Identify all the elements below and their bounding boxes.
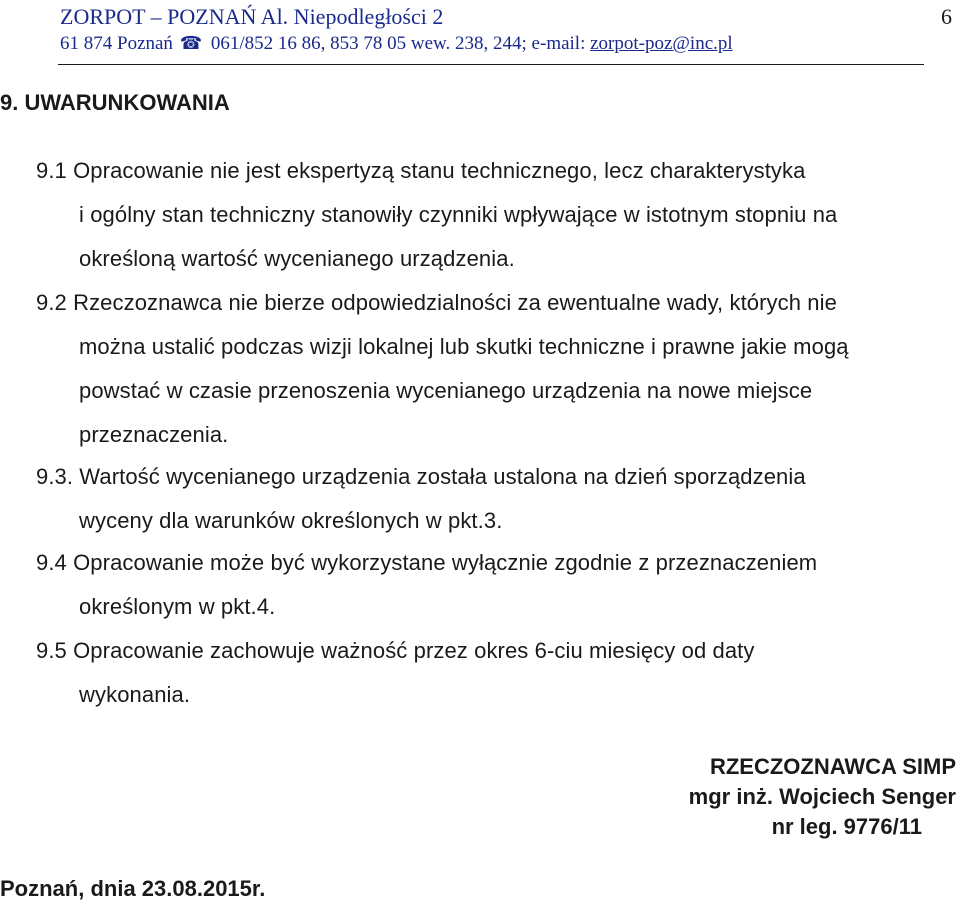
phone-numbers: 061/852 16 86, 853 78 05 wew. 238, 244; e-mail: [210,33,586,54]
section-title: 9. UWARUNKOWANIA [0,90,230,115]
paragraph-9-4-line-2: określonym w pkt.4. [79,594,276,619]
page-number: 6 [941,4,952,29]
signature-block [689,752,956,842]
header-divider [58,64,924,65]
paragraph-9-4-line-1: 9.4 Opracowanie może być wykorzystane wyłącznie zgodnie z przeznaczeniem [36,550,818,575]
phone-icon: ☎ [179,33,203,53]
company-contact-line [60,33,733,55]
signature-role: RZECZOZNAWCA SIMP [709,754,956,779]
email-link[interactable]: zorpot-poz@inc.pl [590,33,733,54]
paragraph-9-2-line-3: powstać w czasie przenoszenia wycenianego urządzenia na nowe miejsce [79,378,813,403]
paragraph-9-1-line-1: 9.1 Opracowanie nie jest ekspertyzą stanu technicznego, lecz charakterystyka [36,158,806,183]
paragraph-9-2-line-1: 9.2 Rzeczoznawca nie bierze odpowiedzialności za ewentualne wady, których nie [36,290,837,315]
place-and-date: Poznań, dnia 23.08.2015r. [0,876,266,901]
paragraph-9-3-line-2: wyceny dla warunków określonych w pkt.3. [79,508,503,533]
paragraph-9-2-line-2: można ustalić podczas wizji lokalnej lub skutki techniczne i prawne jakie mogą [79,334,849,359]
signature-name: mgr inż. Wojciech Senger [688,784,956,809]
signature-license: nr leg. 9776/11 [771,814,922,839]
company-name-address: ZORPOT – POZNAŃ Al. Niepodległości 2 [60,4,444,29]
paragraph-9-1-line-3: określoną wartość wycenianego urządzenia. [79,246,515,271]
paragraph-9-3-line-1: 9.3. Wartość wycenianego urządzenia została ustalona na dzień sporządzenia [36,464,806,489]
postal-city: 61 874 Poznań [60,33,173,54]
paragraph-9-5-line-2: wykonania. [79,682,191,707]
paragraph-9-1-line-2: i ogólny stan techniczny stanowiły czynniki wpływające w istotnym stopniu na [79,202,838,227]
paragraph-9-5-line-1: 9.5 Opracowanie zachowuje ważność przez okres 6-ciu miesięcy od daty [36,638,755,663]
paragraph-9-2-line-4: przeznaczenia. [79,422,229,447]
